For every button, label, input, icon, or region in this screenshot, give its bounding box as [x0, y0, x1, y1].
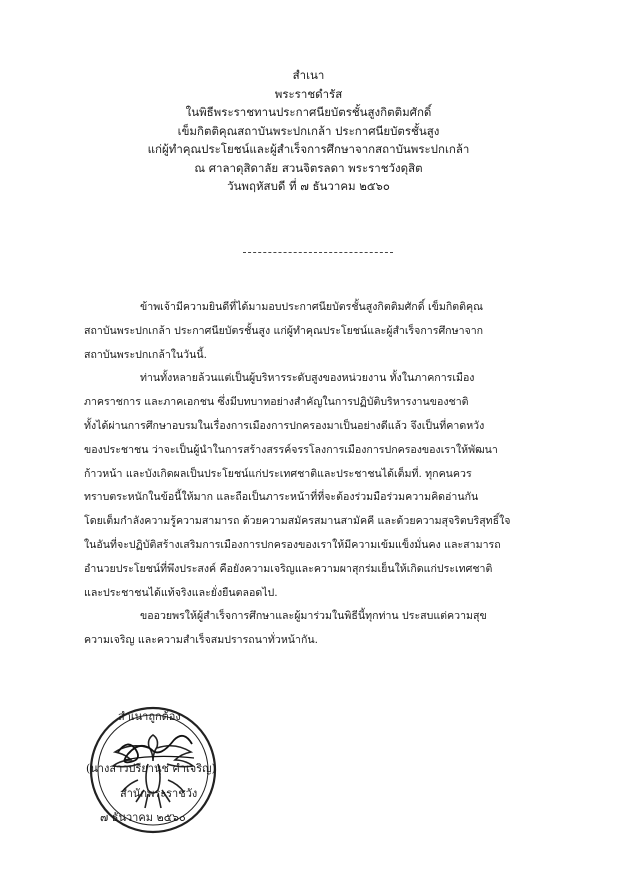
speech-line: สถาบันพระปกเกล้า ประกาศนียบัตรชั้นสูง แก่ผู้ทำคุณประโยชน์และผู้สำเร็จการศึกษาจาก [84, 324, 484, 337]
certification-date: ๗ ธันวาคม ๒๕๖๐ [100, 811, 186, 824]
ceremony-line: ในพิธีพระราชทานประกาศนียบัตรชั้นสูงกิตติมศักดิ์ [185, 105, 432, 119]
speech-line: สถาบันพระปกเกล้าในวันนี้. [84, 348, 207, 361]
speech-line: โดยเต็มกำลังความรู้ความสามารถ ด้วยความสมัครสมานสามัคคี และด้วยความสุจริตบริสุทธิ์ใจ [84, 515, 511, 528]
document-title: พระราชดำรัส [274, 86, 343, 101]
speech-body [84, 296, 559, 653]
date-line: วันพฤหัสบดี ที่ ๗ ธันวาคม ๒๕๖๐ [227, 179, 390, 193]
speech-line: ในอันที่จะปฏิบัติสร้างเสริมการเมืองการปกครองของเราให้มีความเข้มแข็งมั่นคง และสามารถ [84, 538, 501, 551]
speech-line: และประชาชนได้แท้จริงและยั่งยืนตลอดไป. [84, 586, 278, 599]
speech-line: ก้าวหน้า และบังเกิดผลเป็นประโยชน์แก่ประเทศชาติและประชาชนได้เต็มที่. ทุกคนควร [84, 467, 472, 480]
speech-line: ความเจริญ และความสำเร็จสมปรารถนาทั่วหน้ากัน. [84, 634, 319, 647]
copy-label: สำเนา [292, 68, 325, 82]
speech-line: อำนวยประโยชน์ที่พึงประสงค์ คือยังความเจริญและความผาสุกร่มเย็นให้เกิดแก่ประเทศชาติ [84, 562, 493, 575]
venue-line: ณ ศาลาดุสิดาลัย สวนจิตรลดา พระราชวังดุสิต [194, 160, 423, 175]
recipients-line: แก่ผู้ทำคุณประโยชน์และผู้สำเร็จการศึกษาจากสถาบันพระปกเกล้า [147, 142, 470, 156]
document-header [0, 66, 617, 196]
award-line: เข็มกิตติคุณสถาบันพระปกเกล้า ประกาศนียบัตรชั้นสูง [177, 123, 440, 138]
speech-line: ทราบตระหนักในข้อนี้ให้มาก และถือเป็นภาระหน้าที่ที่จะต้องร่วมมือร่วมความคิดอ่านกัน [84, 491, 479, 504]
speech-line: ข้าพเจ้ามีความยินดีที่ได้มามอบประกาศนียบัตรชั้นสูงกิตติมศักดิ์ เข็มกิตติคุณ [140, 301, 483, 313]
speech-line: ท่านทั้งหลายล้วนแต่เป็นผู้บริหารระดับสูงของหน่วยงาน ทั้งในภาคการเมือง [140, 372, 475, 385]
certifier-name: (นางสาวปรียานุช คำเจริญ) [86, 762, 216, 775]
office-name: สำนักพระราชวัง [120, 787, 198, 800]
header-separator [243, 252, 393, 253]
speech-line: ของประชาชน ว่าจะเป็นผู้นำในการสร้างสรรค์จรรโลงการเมืองการปกครองของเราให้พัฒนา [84, 443, 498, 456]
certified-copy-label: สำเนาถูกต้อง [118, 710, 181, 723]
speech-line: ขออวยพรให้ผู้สำเร็จการศึกษาและผู้มาร่วมในพิธีนี้ทุกท่าน ประสบแต่ความสุข [140, 610, 487, 623]
speech-line: ภาคราชการ และภาคเอกชน ซึ่งมีบทบาทอย่างสำคัญในการปฏิบัติบริหารงานของชาติ [84, 396, 469, 409]
speech-line: ทั้งได้ผ่านการศึกษาอบรมในเรื่องการเมืองการปกครองมาเป็นอย่างดีแล้ว จึงเป็นที่คาดหวัง [84, 419, 485, 432]
